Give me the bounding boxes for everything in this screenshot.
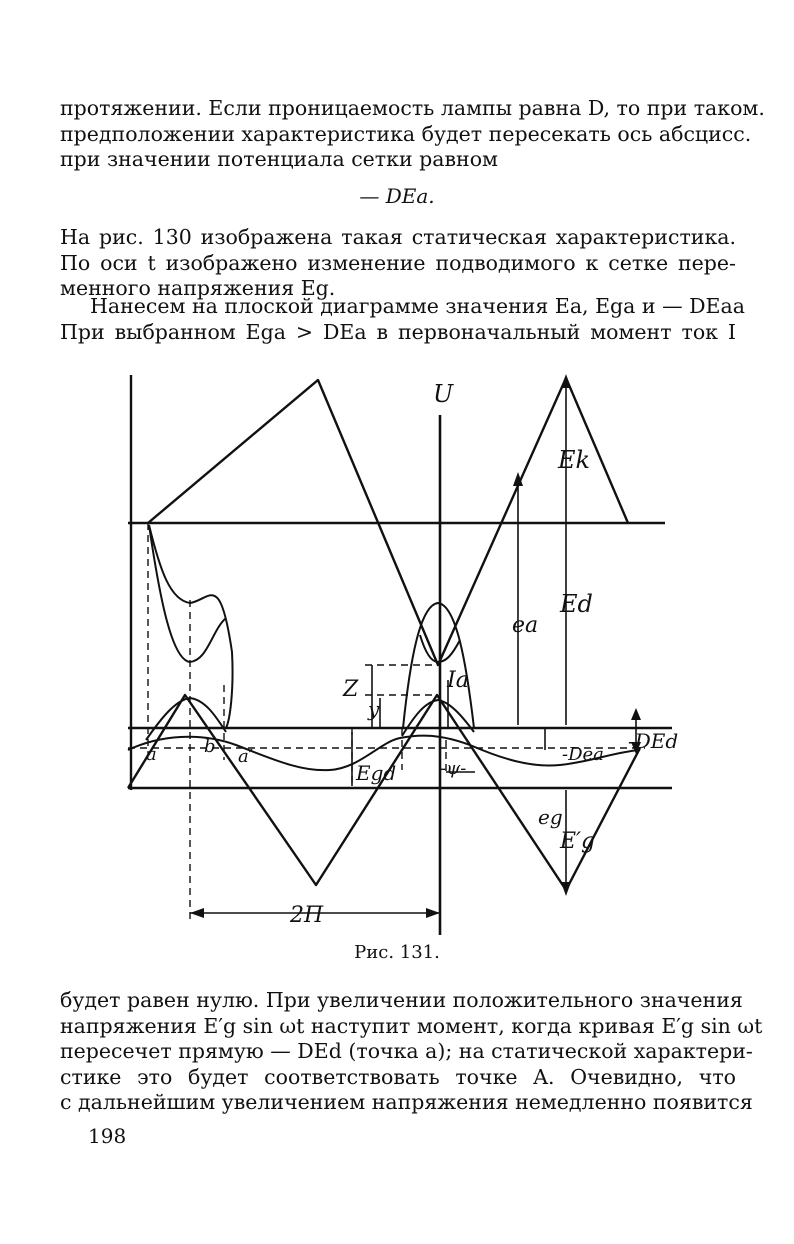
label-ea: ea bbox=[512, 613, 539, 638]
grid-voltage-wave bbox=[128, 695, 640, 890]
text-line: будет равен нулю. При увеличении положительного значения bbox=[60, 988, 743, 1012]
paragraph-2 bbox=[60, 225, 736, 302]
text-line: стике это будет соответствовать точке A. Очевидно, что bbox=[60, 1064, 736, 1089]
text-line: Нанесем на плоской диаграмме значения Ea, Ega и — DEaa bbox=[90, 294, 745, 318]
label-y: y bbox=[368, 697, 380, 721]
page-number: 198 bbox=[88, 1124, 127, 1148]
text-line: По оси t изображено изменение подводимого к сетке пере- bbox=[60, 250, 736, 275]
label-minus-Dea: -Dea bbox=[562, 744, 604, 765]
label-U: U bbox=[433, 380, 454, 408]
paragraph-3 bbox=[60, 294, 745, 345]
text-line: напряжения E′g sin ωt наступит момент, когда кривая E′g sin ωt bbox=[60, 1013, 763, 1038]
figure-131 bbox=[0, 360, 794, 940]
text-line: На рис. 130 изображена такая статическая характеристика. bbox=[60, 225, 736, 249]
figure-caption: Рис. 131. bbox=[354, 942, 440, 963]
text-line: с дальнейшим увеличением напряжения немедленно появится bbox=[60, 1090, 753, 1114]
text-line: при значении потенциала сетки равном bbox=[60, 147, 498, 171]
label-Ed: Ed bbox=[560, 590, 593, 618]
text-line: протяжении. Если проницаемость лампы равна D, то при таком. bbox=[60, 96, 765, 120]
anode-voltage-wave bbox=[148, 378, 628, 665]
label-b: b bbox=[204, 736, 216, 757]
label-Z: Z bbox=[343, 677, 359, 702]
label-Egd: Egd bbox=[356, 761, 397, 785]
current-loop-1-lower bbox=[149, 525, 226, 662]
label-psi: -ψ- bbox=[440, 758, 467, 779]
paragraph-1 bbox=[60, 96, 765, 173]
current-pulse-1 bbox=[146, 698, 226, 740]
label-eg: eg bbox=[538, 805, 563, 829]
text-line: менного напряжения Eg. bbox=[60, 276, 336, 300]
label-Ia: Ia bbox=[447, 668, 469, 693]
label-a-prime: a′ bbox=[238, 746, 253, 767]
text-line: При выбранном Ega > DEa в первоначальный момент ток I bbox=[60, 319, 736, 344]
paragraph-4 bbox=[60, 988, 763, 1116]
label-E-prime-g: E′g bbox=[560, 829, 596, 854]
current-pulse-2 bbox=[402, 700, 474, 736]
label-minus-DEd: -DEd bbox=[628, 729, 679, 753]
label-Ek: Ek bbox=[558, 446, 591, 474]
formula: — DEa. bbox=[359, 184, 435, 208]
label-2pi: 2Π bbox=[290, 903, 324, 928]
text-line: предположении характеристика будет пересекать ось абсцисс. bbox=[60, 121, 752, 146]
label-a: a bbox=[146, 744, 157, 765]
text-line: пересечет прямую — DEd (точка a); на статической характери- bbox=[60, 1039, 753, 1063]
